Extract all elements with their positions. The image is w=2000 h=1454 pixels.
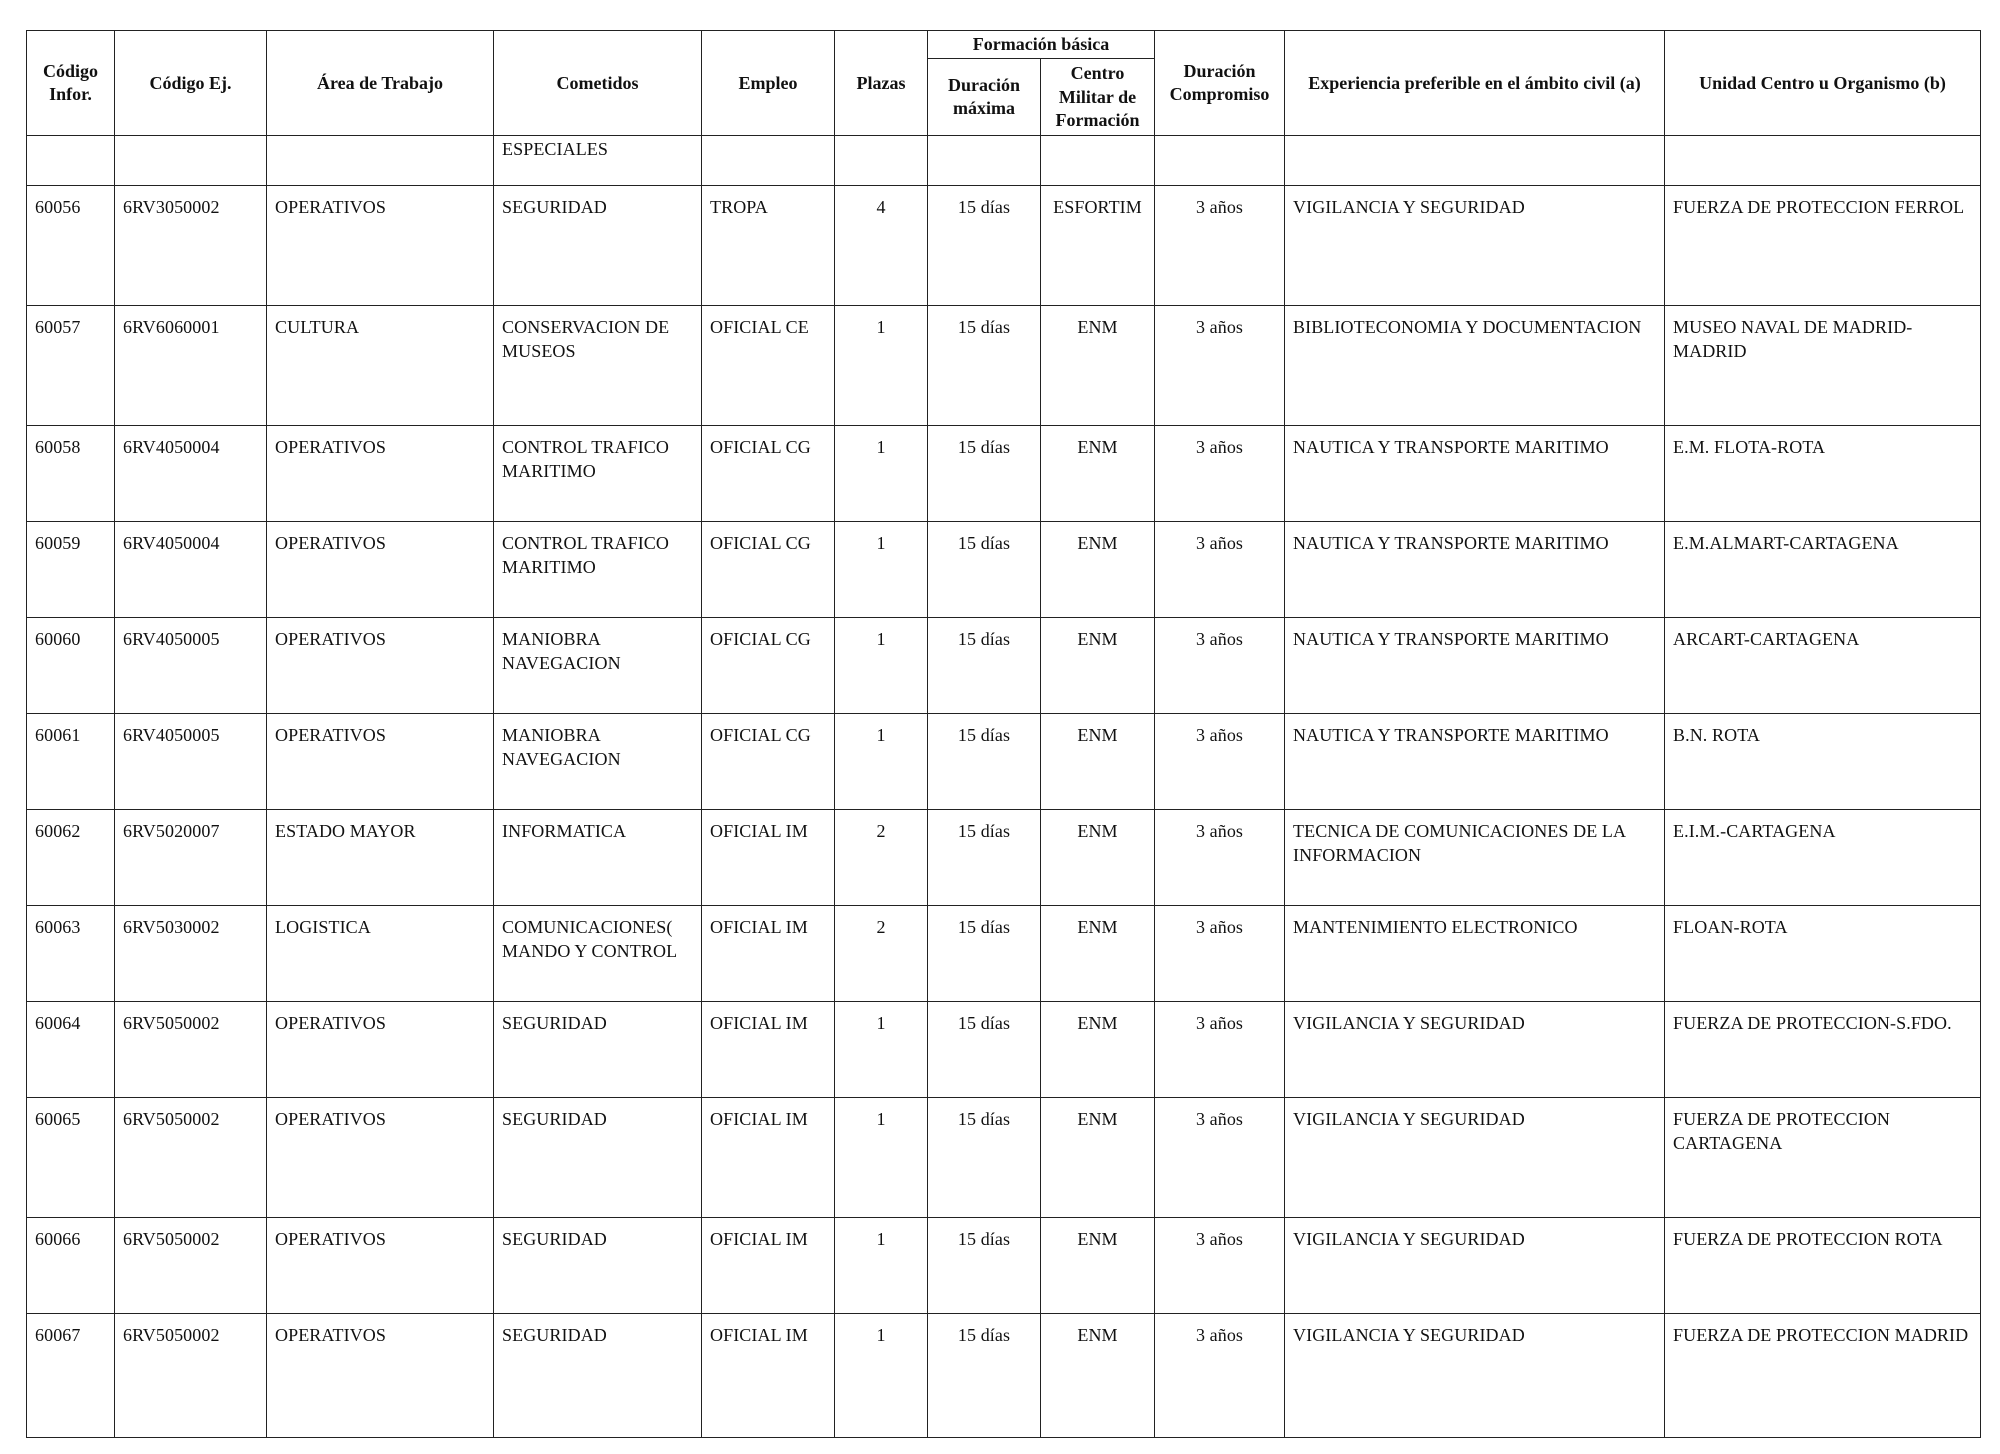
cell-duracion-compromiso: 3 años bbox=[1155, 906, 1285, 1002]
cell-codigo-infor: 60056 bbox=[27, 186, 115, 306]
cell-duracion-maxima: 15 días bbox=[928, 1002, 1041, 1098]
cell-experiencia: VIGILANCIA Y SEGURIDAD bbox=[1285, 186, 1665, 306]
cell-centro-militar: ENM bbox=[1041, 426, 1155, 522]
cell-unidad: E.I.M.-CARTAGENA bbox=[1665, 810, 1981, 906]
cell-codigo-infor: 60060 bbox=[27, 618, 115, 714]
cell-codigo-infor: 60067 bbox=[27, 1314, 115, 1438]
cell-cometidos: MANIOBRA NAVEGACION bbox=[494, 618, 702, 714]
table-row bbox=[27, 1002, 1981, 1098]
header-duracion-compromiso: Duración Compromiso bbox=[1155, 31, 1285, 136]
cell-duracion-maxima: 15 días bbox=[928, 306, 1041, 426]
cell-unidad: FUERZA DE PROTECCION CARTAGENA bbox=[1665, 1098, 1981, 1218]
cell-codigo-ej: 6RV5050002 bbox=[115, 1098, 267, 1218]
cell-experiencia: NAUTICA Y TRANSPORTE MARITIMO bbox=[1285, 714, 1665, 810]
header-unidad: Unidad Centro u Organismo (b) bbox=[1665, 31, 1981, 136]
cell-unidad: FUERZA DE PROTECCION FERROL bbox=[1665, 186, 1981, 306]
cell-duracion-compromiso: 3 años bbox=[1155, 306, 1285, 426]
cell-empleo: OFICIAL IM bbox=[702, 1218, 835, 1314]
header-empleo: Empleo bbox=[702, 31, 835, 136]
cell-area: OPERATIVOS bbox=[267, 714, 494, 810]
cell-area: OPERATIVOS bbox=[267, 1218, 494, 1314]
cell-empleo: OFICIAL IM bbox=[702, 1098, 835, 1218]
cell-duracion-compromiso: 3 años bbox=[1155, 618, 1285, 714]
cell-experiencia: TECNICA DE COMUNICACIONES DE LA INFORMACION bbox=[1285, 810, 1665, 906]
cell-codigo-ej: 6RV4050005 bbox=[115, 714, 267, 810]
cell-duracion-compromiso: 3 años bbox=[1155, 426, 1285, 522]
cell-duracion-maxima: 15 días bbox=[928, 714, 1041, 810]
cell-codigo-ej: 6RV5030002 bbox=[115, 906, 267, 1002]
table-row bbox=[27, 522, 1981, 618]
cell-duracion-maxima: 15 días bbox=[928, 426, 1041, 522]
cell-codigo-ej: 6RV6060001 bbox=[115, 306, 267, 426]
table-row bbox=[27, 714, 1981, 810]
cell-codigo-infor: 60057 bbox=[27, 306, 115, 426]
table-row bbox=[27, 1314, 1981, 1438]
cell-empleo: OFICIAL CE bbox=[702, 306, 835, 426]
cell-area: OPERATIVOS bbox=[267, 186, 494, 306]
cell-experiencia: VIGILANCIA Y SEGURIDAD bbox=[1285, 1098, 1665, 1218]
cell-codigo-infor: 60066 bbox=[27, 1218, 115, 1314]
cell-plazas: 1 bbox=[835, 1002, 928, 1098]
cell-unidad: ARCART-CARTAGENA bbox=[1665, 618, 1981, 714]
cell-codigo-ej: 6RV4050005 bbox=[115, 618, 267, 714]
header-row bbox=[27, 31, 1981, 59]
cell-experiencia: NAUTICA Y TRANSPORTE MARITIMO bbox=[1285, 522, 1665, 618]
cell-codigo-ej: 6RV4050004 bbox=[115, 522, 267, 618]
cell-codigo-ej: 6RV5050002 bbox=[115, 1218, 267, 1314]
cell-empleo: OFICIAL CG bbox=[702, 522, 835, 618]
table-row bbox=[27, 810, 1981, 906]
cell-plazas: 2 bbox=[835, 810, 928, 906]
cell-unidad: FUERZA DE PROTECCION MADRID bbox=[1665, 1314, 1981, 1438]
cell-area: OPERATIVOS bbox=[267, 1098, 494, 1218]
table-row bbox=[27, 906, 1981, 1002]
cell-experiencia: VIGILANCIA Y SEGURIDAD bbox=[1285, 1314, 1665, 1438]
cell-area: OPERATIVOS bbox=[267, 1002, 494, 1098]
cell-duracion-maxima: 15 días bbox=[928, 1218, 1041, 1314]
cell-duracion-compromiso: 3 años bbox=[1155, 1098, 1285, 1218]
cell-codigo-ej: 6RV5020007 bbox=[115, 810, 267, 906]
cell-plazas: 1 bbox=[835, 1218, 928, 1314]
cell-plazas: 1 bbox=[835, 1314, 928, 1438]
cell-duracion-compromiso: 3 años bbox=[1155, 714, 1285, 810]
table-row bbox=[27, 306, 1981, 426]
cell-codigo-infor: 60058 bbox=[27, 426, 115, 522]
cell-experiencia: VIGILANCIA Y SEGURIDAD bbox=[1285, 1002, 1665, 1098]
cell-plazas: 4 bbox=[835, 186, 928, 306]
cell-area: OPERATIVOS bbox=[267, 426, 494, 522]
cell-area: OPERATIVOS bbox=[267, 1314, 494, 1438]
cell-unidad: FUERZA DE PROTECCION ROTA bbox=[1665, 1218, 1981, 1314]
cell-cometidos: SEGURIDAD bbox=[494, 1002, 702, 1098]
cell-cometidos: CONTROL TRAFICO MARITIMO bbox=[494, 522, 702, 618]
cell-duracion-maxima: 15 días bbox=[928, 810, 1041, 906]
cell-cometidos: SEGURIDAD bbox=[494, 1218, 702, 1314]
document-sheet bbox=[26, 30, 1981, 1438]
cell-unidad: MUSEO NAVAL DE MADRID-MADRID bbox=[1665, 306, 1981, 426]
cell-plazas: 1 bbox=[835, 618, 928, 714]
cell-plazas: 1 bbox=[835, 714, 928, 810]
cell-duracion-maxima: 15 días bbox=[928, 1314, 1041, 1438]
cell-centro-militar: ENM bbox=[1041, 1314, 1155, 1438]
cell-empleo: OFICIAL IM bbox=[702, 1002, 835, 1098]
header-codigo-ej: Código Ej. bbox=[115, 31, 267, 136]
cell-codigo-ej: 6RV5050002 bbox=[115, 1314, 267, 1438]
cell-area: ESTADO MAYOR bbox=[267, 810, 494, 906]
plazas-table bbox=[26, 30, 1981, 1438]
cell-centro-militar: ENM bbox=[1041, 1218, 1155, 1314]
cell-duracion-compromiso: 3 años bbox=[1155, 186, 1285, 306]
cell-centro-militar: ENM bbox=[1041, 1002, 1155, 1098]
cell-duracion-maxima: 15 días bbox=[928, 618, 1041, 714]
cell-codigo-ej: 6RV3050002 bbox=[115, 186, 267, 306]
header-centro-militar: Centro Militar de Formación bbox=[1041, 59, 1155, 136]
cell-experiencia: MANTENIMIENTO ELECTRONICO bbox=[1285, 906, 1665, 1002]
cell-empleo: OFICIAL CG bbox=[702, 714, 835, 810]
header-codigo-infor: Código Infor. bbox=[27, 31, 115, 136]
cell-duracion-maxima: 15 días bbox=[928, 1098, 1041, 1218]
cell-centro-militar: ESFORTIM bbox=[1041, 186, 1155, 306]
cell-unidad: FLOAN-ROTA bbox=[1665, 906, 1981, 1002]
table-row bbox=[27, 186, 1981, 306]
cell-cometidos: CONSERVACION DE MUSEOS bbox=[494, 306, 702, 426]
cell-centro-militar: ENM bbox=[1041, 618, 1155, 714]
cell-empleo: OFICIAL IM bbox=[702, 1314, 835, 1438]
header-cometidos: Cometidos bbox=[494, 31, 702, 136]
cell-plazas: 1 bbox=[835, 1098, 928, 1218]
cell-cometidos: SEGURIDAD bbox=[494, 186, 702, 306]
header-duracion-maxima: Duración máxima bbox=[928, 59, 1041, 136]
cell-duracion-maxima: 15 días bbox=[928, 906, 1041, 1002]
cell-empleo: OFICIAL CG bbox=[702, 618, 835, 714]
cell-unidad: B.N. ROTA bbox=[1665, 714, 1981, 810]
cell-duracion-maxima: 15 días bbox=[928, 186, 1041, 306]
cell-cometidos: CONTROL TRAFICO MARITIMO bbox=[494, 426, 702, 522]
cell-cometidos: COMUNICACIONES( MANDO Y CONTROL bbox=[494, 906, 702, 1002]
cell-area: OPERATIVOS bbox=[267, 522, 494, 618]
cell-area: LOGISTICA bbox=[267, 906, 494, 1002]
cell-duracion-maxima: 15 días bbox=[928, 522, 1041, 618]
cell-plazas: 1 bbox=[835, 426, 928, 522]
table-row bbox=[27, 426, 1981, 522]
cell-experiencia: VIGILANCIA Y SEGURIDAD bbox=[1285, 1218, 1665, 1314]
cell-centro-militar: ENM bbox=[1041, 714, 1155, 810]
table-row bbox=[27, 618, 1981, 714]
cell-codigo-infor: 60061 bbox=[27, 714, 115, 810]
cell-centro-militar: ENM bbox=[1041, 306, 1155, 426]
cell-codigo-infor: 60062 bbox=[27, 810, 115, 906]
cell-unidad: FUERZA DE PROTECCION-S.FDO. bbox=[1665, 1002, 1981, 1098]
table-row bbox=[27, 1218, 1981, 1314]
cell-codigo-infor: 60063 bbox=[27, 906, 115, 1002]
cell-cometidos: INFORMATICA bbox=[494, 810, 702, 906]
cell-centro-militar: ENM bbox=[1041, 1098, 1155, 1218]
cell-centro-militar: ENM bbox=[1041, 522, 1155, 618]
cell-unidad: E.M.ALMART-CARTAGENA bbox=[1665, 522, 1981, 618]
cell-area: CULTURA bbox=[267, 306, 494, 426]
header-plazas: Plazas bbox=[835, 31, 928, 136]
cell-plazas: 1 bbox=[835, 306, 928, 426]
table-row bbox=[27, 1098, 1981, 1218]
cell-codigo-ej: 6RV5050002 bbox=[115, 1002, 267, 1098]
cell-duracion-compromiso: 3 años bbox=[1155, 1314, 1285, 1438]
cell-plazas: 1 bbox=[835, 522, 928, 618]
cell-codigo-infor: 60065 bbox=[27, 1098, 115, 1218]
cell-duracion-compromiso: 3 años bbox=[1155, 522, 1285, 618]
cell-empleo: OFICIAL CG bbox=[702, 426, 835, 522]
header-formacion-basica: Formación básica bbox=[928, 31, 1155, 59]
cell-duracion-compromiso: 3 años bbox=[1155, 810, 1285, 906]
cell-area: OPERATIVOS bbox=[267, 618, 494, 714]
cell-centro-militar: ENM bbox=[1041, 810, 1155, 906]
cell-cometidos: SEGURIDAD bbox=[494, 1098, 702, 1218]
cell-codigo-infor: 60064 bbox=[27, 1002, 115, 1098]
cell-empleo: TROPA bbox=[702, 186, 835, 306]
cell-experiencia: NAUTICA Y TRANSPORTE MARITIMO bbox=[1285, 618, 1665, 714]
header-area-trabajo: Área de Trabajo bbox=[267, 31, 494, 136]
cell-unidad: E.M. FLOTA-ROTA bbox=[1665, 426, 1981, 522]
cell-duracion-compromiso: 3 años bbox=[1155, 1218, 1285, 1314]
cell-cometidos: MANIOBRA NAVEGACION bbox=[494, 714, 702, 810]
cell-empleo: OFICIAL IM bbox=[702, 810, 835, 906]
cell-centro-militar: ENM bbox=[1041, 906, 1155, 1002]
header-experiencia: Experiencia preferible en el ámbito civil (a) bbox=[1285, 31, 1665, 136]
cell-duracion-compromiso: 3 años bbox=[1155, 1002, 1285, 1098]
cell-cometidos: SEGURIDAD bbox=[494, 1314, 702, 1438]
cell-plazas: 2 bbox=[835, 906, 928, 1002]
cell-experiencia: BIBLIOTECONOMIA Y DOCUMENTACION bbox=[1285, 306, 1665, 426]
cell-empleo: OFICIAL IM bbox=[702, 906, 835, 1002]
cell-codigo-infor: 60059 bbox=[27, 522, 115, 618]
continuation-cometidos: ESPECIALES bbox=[494, 136, 702, 186]
continuation-row bbox=[27, 136, 1981, 186]
cell-codigo-ej: 6RV4050004 bbox=[115, 426, 267, 522]
cell-experiencia: NAUTICA Y TRANSPORTE MARITIMO bbox=[1285, 426, 1665, 522]
